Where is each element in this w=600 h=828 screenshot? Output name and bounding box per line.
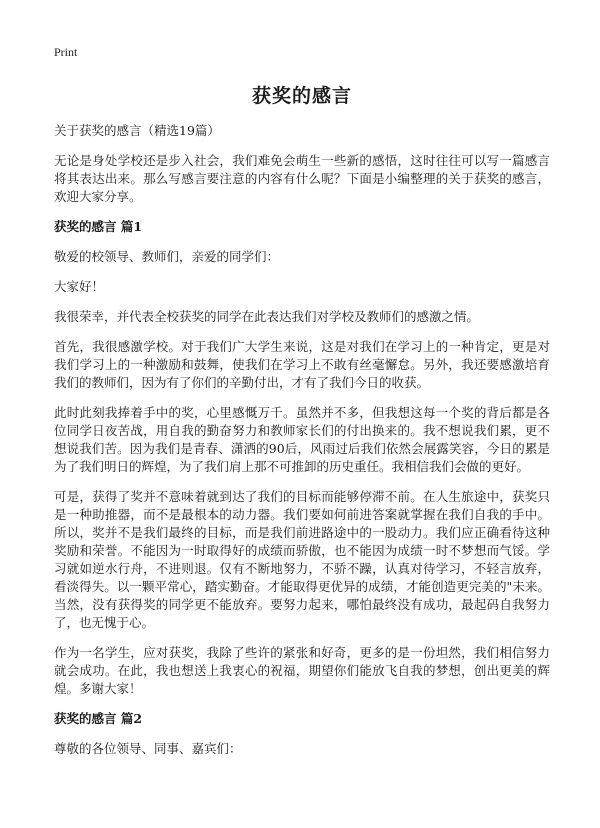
section-heading-2: 获奖的感言 篇2 xyxy=(54,711,143,726)
document-subtitle: 关于获奖的感言（精选19篇） xyxy=(54,123,220,138)
salutation: 敬爱的校领导、教师们，亲爱的同学们： xyxy=(54,249,280,264)
section-heading-1: 获奖的感言 篇1 xyxy=(54,219,143,234)
print-link[interactable]: Print xyxy=(54,45,78,59)
intro-paragraph: 无论是身处学校还是步入社会，我们难免会萌生一些新的感悟，这时往往可以写一篇感言将其表达出来。那么写感言要注意的内容有什么呢？下面是小编整理的关于获奖的感言，欢迎大家分享。 xyxy=(54,153,550,204)
body-paragraph: 首先，我很感激学校。对于我们广大学生来说，这是对我们在学习上的一种肯定，更是对我们学习上的一种激励和鼓舞，使我们在学习上不敢有丝毫懈怠。另外，我还要感激培育我们的教师们，因为有了你们的辛勤付出，才有了我们今日的收获。 xyxy=(54,339,550,390)
body-paragraph: 可是，获得了奖并不意味着就到达了我们的目标而能够停滞不前。在人生旅途中，获奖只是一种助推器，而不是最根本的动力器。我们要如何前进答案就掌握在我们自我的手中。所以，奖并不是我们最终的目标，而是我们前进路途中的一股动力。我们应正确看待这种奖励和荣誉。不能因为一时取得好的成绩而骄傲，也不能因为成绩一时不梦想而气馁。学习就如逆水行舟，不进则退。仅有不断地努力，不骄不躁，认真对待学习，不轻言放弃，看淡得失。以一颗平常心，踏实勤奋。才能取得更优异的成绩，才能创造更完美的"未来。当然，没有获得奖的同学更不能放弃。要努力起来，哪怕最终没有成功，最起码自我努力了，也无愧于心。 xyxy=(54,489,550,630)
salutation: 尊敬的各位领导、同事、嘉宾们： xyxy=(54,741,242,756)
body-paragraph: 此时此刻我捧着手中的奖，心里感慨万千。虽然并不多，但我想这每一个奖的背后都是各位同学日夜苦战，用自我的勤奋努力和教师家长们的付出换来的。我不想说我们累，更不想说我们苦。因为我们是青春、潇洒的90后，风雨过后我们依然会展露笑容，今日的累是为了我们明日的辉煌，为了我们肩上那不可推卸的历史重任。我相信我们会做的更好。 xyxy=(54,405,550,474)
body-paragraph: 我很荣幸，并代表全校获奖的同学在此表达我们对学校及教师们的感激之情。 xyxy=(54,309,480,324)
greeting: 大家好！ xyxy=(54,279,105,294)
page-title: 获奖的感言 xyxy=(251,85,352,107)
body-paragraph: 作为一名学生，应对获奖，我除了些许的紧张和好奇，更多的是一份坦然，我们相信努力就会成功。在此，我也想送上我衷心的祝福，期望你们能放飞自我的梦想，创出更美的辉煌。多谢大家！ xyxy=(54,645,550,696)
